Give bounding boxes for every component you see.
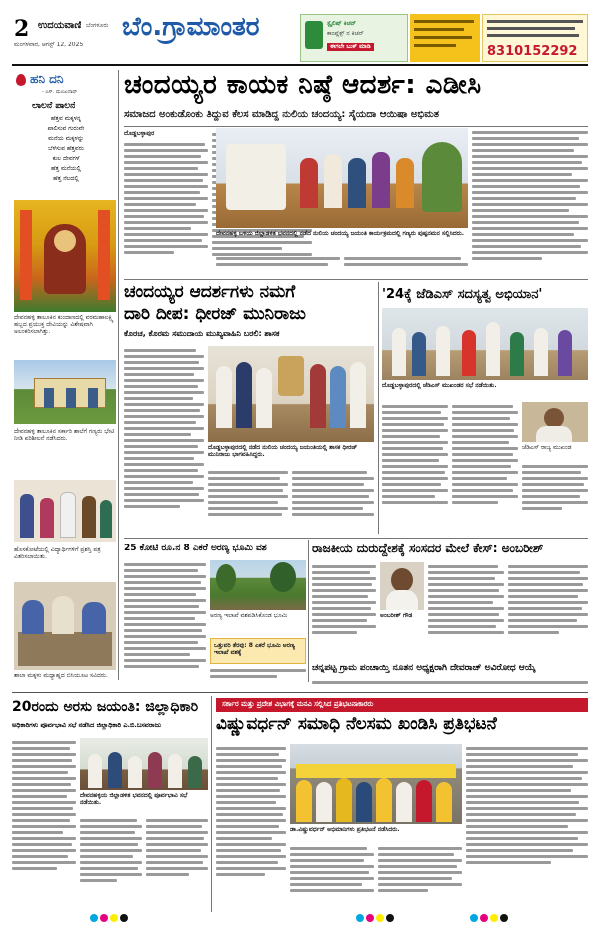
column-brand: ಹನಿ ದನಿ [30,73,64,85]
caption-children: ಶಾಲಾ ಮಕ್ಕಳು ಮಧ್ಯಾಹ್ನದ ಬಿಸಿಯೂಟ ಸವಿದರು. [14,672,108,679]
lower-section-rule [12,692,588,693]
bottom-main-body-col3 [378,844,462,910]
main-body-col5 [472,128,588,278]
poem-lines [18,116,114,186]
registration-mark [366,914,374,922]
main-body-col4 [344,254,468,276]
poem-line: ಹೆತ್ತ ನೆಲದಲ್ಲಿ [53,176,79,182]
registration-mark [110,914,118,922]
advertisement-yellow [410,14,480,62]
main-story-bottom-rule [124,279,588,280]
masthead-rule [12,64,588,66]
story4-highlight-box [210,638,306,664]
photo-deity [14,200,116,312]
story5-body-col3 [508,562,588,662]
main-headline: ಚಂದಯ್ಯರ ಕಾಯಕ ನಿಷ್ಠೆ ಆದರ್ಶ: ಎಡೀಸಿ [124,72,482,100]
story6-headline: ಚನ್ನಪಟ್ಟ ಗ್ರಾಮ ಪಂಚಾಯ್ತಿ ನೂತನ ಅಧ್ಯಕ್ಷರಾಗಿ ದೇವರಾಜ್ ಅವಿರೋಧ ಆಯ್ಕೆ [312,664,536,673]
story2-headline-line1: ಚಂದಯ್ಯರ ಆದರ್ಶಗಳು ನಮಗೆ [124,284,296,302]
story3-body-col3 [522,462,588,534]
registration-mark [470,914,478,922]
story2-body-col2 [208,468,288,538]
bottom-main-body-col2 [290,844,374,910]
ad-kitchen-text: ಸ್ಟೈಲಿಷ್ ಕಿಚನ್ [327,21,356,27]
story2-divider [378,282,379,534]
story3-body-col1 [382,402,448,534]
poem-line: ಕುಲ ದೇವಗಳೆ [52,156,80,162]
brand-drop-icon [16,74,26,86]
story6-body [312,678,588,690]
masthead [0,0,600,68]
photo-ambareesh [380,562,424,610]
registration-mark [120,914,128,922]
column-hani-dani [12,68,116,208]
bottom-left-caption: ದೇವನಹಳ್ಳಿಯ ಜಿಲ್ಲಾಡಳಿತ ಭವನದಲ್ಲಿ ಪೂರ್ವಭಾವಿ ಸಭೆ ನಡೆಯಿತು. [80,792,188,806]
bottom-left-subhead: ಅಧಿಕಾರಿಗಳು ಪೂರ್ವಭಾವಿ ಸಭೆ ನಡೆಸಿದ ಜಿಲ್ಲಾಧಿಕಾರಿ ಎ.ಬಿ.ಬಸವರಾಜು [12,722,162,729]
main-dateline: ದೊಡ್ಡಬಳ್ಳಾಪುರ [124,130,155,137]
bottom-divider [211,696,212,912]
registration-mark [480,914,488,922]
photo-forest-land [210,560,306,610]
registration-mark [500,914,508,922]
registration-mark [386,914,394,922]
main-body-col3 [216,254,340,276]
ad-kitchen-sub: ಕಾಂಪ್ಲೆಕ್ಸ್ ನ ಕಿಚನ್ [327,31,364,37]
edition-label: ಬೆಂಗಳೂರು [86,23,109,29]
story3-caption: ದೊಡ್ಡಬಳ್ಳಾಪುರದಲ್ಲಿ ಜೆಡಿಎಸ್ ಮುಖಂಡರ ಸಭೆ ನಡೆಯಿತು. [382,382,497,389]
column-author: - ಎಸ್. ಮಂಜುನಾಥ್ [42,90,78,95]
story4-highlight-text: ಒತ್ತುವರಿ ತೆರವು: 8 ಎಕರೆ ಭೂಮಿ ಅರಣ್ಯ ಇಲಾಖೆ ವಶಕ್ಕೆ [214,642,295,656]
mid-rule [124,538,588,539]
bottom-main-body-col1 [216,744,286,910]
poem-line: ಹೆತ್ತ ಮನೆಯಲ್ಲಿ [50,166,82,172]
caption-award: ಹೊಸಕೋಟೆಯಲ್ಲಿ ವಿದ್ಯಾರ್ಥಿಗಳಿಗೆ ಪ್ರಶಸ್ತಿ ಪತ್ರ ವಿತರಿಸಲಾಯಿತು. [14,546,101,560]
bottom-main-caption: ಡಾ.ವಿಷ್ಣುವರ್ಧನ್ ಅಭಿಮಾನಿಗಳು ಪ್ರತಿಭಟನೆ ನಡೆಸಿದರು. [290,826,400,833]
registration-mark [356,914,364,922]
story3-inset-caption: ಜೆಡಿಎಸ್ ರಾಜ್ಯ ಮುಖಂಡ [522,444,572,451]
story5-body-col2 [428,562,504,662]
main-body-col1 [124,140,208,272]
story2-subhead: ಕೊರಚ, ಕೊರಮ ಸಮುದಾಯ ಮುಖ್ಯವಾಹಿನಿ ಬರಲಿ: ಶಾಸಕ [124,330,280,338]
story3-body-col2 [452,402,518,534]
section-title: ಬೆಂ.ಗ್ರಾಮಾಂತರ [122,14,260,42]
bottom-main-headline: ವಿಷ್ಣುವರ್ಧನ್ ಸಮಾಧಿ ನೆಲಸಮ ಖಂಡಿಸಿ ಪ್ರತಿಭಟನೆ [216,716,497,734]
story5-headline: ರಾಜಕೀಯ ದುರುದ್ದೇಶಕ್ಕೆ ಸಂಸದರ ಮೇಲೆ ಕೇಸ್: ಅಂಬರೀಶ್ [312,542,544,555]
story2-headline-line2: ದಾರಿ ದೀಪ: ಧೀರಜ್ ಮುನಿರಾಜು [124,306,306,324]
story4-divider [308,540,309,682]
advertisement-kitchen [300,14,408,62]
photo-story3-inset [522,402,588,442]
photo-award [14,480,116,542]
photo-protest [290,744,462,824]
poem-title: ಲಾಲನೆ ಪಾಲನೆ [32,102,76,111]
registration-mark [376,914,384,922]
photo-story2 [208,346,374,442]
story5-body-col1 [312,562,376,662]
ad-book-text: ಈಗಲೇ ಬುಕ್ ಮಾಡಿ [327,43,374,51]
story4-caption: ಅರಣ್ಯ ಇಲಾಖೆ ವಶಪಡಿಸಿಕೊಂಡ ಭೂಮಿ [210,612,288,619]
poem-line: ಬೆಳೆಸುವ ಹೆತ್ತವರು [48,146,84,152]
story2-body-col3 [292,468,374,538]
photo-meeting [80,738,208,790]
issue-date: ಮಂಗಳವಾರ, ಆಗಸ್ಟ್ 12, 2025 [14,42,84,48]
paper-name: ಉದಯವಾಣಿ [38,21,82,31]
main-caption: ದೇವನಹಳ್ಳಿ ಬಳಿಯ ಜಿಲ್ಲಾಡಳಿತ ಭವನದಲ್ಲಿ ನಡೆದ ನುಲಿಯ ಚಂದಯ್ಯ ಜಯಂತಿ ಕಾರ್ಯಕ್ರಮದಲ್ಲಿ ಗಣ್ಯರು ಪುಷ್ಪನಮನ ಸಲ್ಲಿಸಿದರು. [216,230,465,237]
poem-line: ಹೆತ್ತವ ಮಕ್ಕಳನ್ನ [50,116,82,122]
story2-body-col1 [124,346,204,536]
bottom-left-body-col2 [80,816,142,910]
photo-story3 [382,308,588,380]
main-subhead: ಸಮಾಜದ ಅಂಕುಡೊಂಕು ತಿದ್ದುವ ಕೆಲಸ ಮಾಡಿದ್ದ ನುಲಿಯ ಚಂದಯ್ಯ: ಸೈಯದಾ ಆಯಿಷಾ ಅಭಿಮತ [124,110,440,120]
caption-school: ದೇವನಹಳ್ಳಿ ತಾಲೂಕಿನ ಸರ್ಕಾರಿ ಶಾಲೆಗೆ ಗಣ್ಯರು ಭೇಟಿ ನೀಡಿ ಪರಿಶೀಲನೆ ನಡೆಸಿದರು. [14,428,115,442]
photo-main-event [216,128,468,228]
ad-phone-icon [305,21,323,49]
bottom-left-body-col1 [12,738,76,910]
registration-mark [90,914,98,922]
bottom-left-headline: 20ರಂದು ಅರಸು ಜಯಂತಿ: ಜಿಲ್ಲಾಧಿಕಾರಿ [12,700,199,715]
story4-body-col1 [124,560,206,682]
column-divider [118,70,119,680]
story3-headline: '24ಕ್ಕೆ ಜೆಡಿಎಸ್ ಸದಸ್ಯತ್ವ ಅಭಿಯಾನ' [382,288,543,302]
registration-mark [490,914,498,922]
story2-caption: ದೊಡ್ಡಬಳ್ಳಾಪುರದಲ್ಲಿ ನಡೆದ ನುಲಿಯ ಚಂದಯ್ಯ ಜಯಂತಿಯಲ್ಲಿ ಶಾಸಕ ಧೀರಜ್ ಮುನಿರಾಜು ಭಾಗವಹಿಸಿದ್ದರು. [208,444,358,458]
story4-body-col2 [210,666,306,682]
page-number: 2 [14,18,30,40]
story4-headline: 25 ಕೋಟಿ ರೂ.ನ 8 ಎಕರೆ ಅರಣ್ಯ ಭೂಮಿ ವಶ [124,544,267,553]
bottom-left-body-col3 [146,816,208,910]
bottom-kicker-bar [216,698,588,712]
subhead-rule [124,126,588,127]
photo-school [14,360,116,424]
ad-phone-number: 8310152292 [487,45,578,58]
photo-children [14,582,116,670]
caption-deity: ದೇವನಹಳ್ಳಿ ತಾಲೂಕಿನ ಕುಂದಾಣದಲ್ಲಿ ವರಮಹಾಲಕ್ಷ್ಮಿ ಹಬ್ಬದ ಪ್ರಯುಕ್ತ ದೇವಿಯನ್ನು ವಿಶೇಷವಾಗಿ ಅಲಂಕರಿಸಲಾಗಿತ್ತು. [14,314,114,335]
registration-mark [100,914,108,922]
bottom-kicker: ಸರ್ಕಾರ ಮತ್ತು ಪ್ರದೇಶ ವಿಭಾಗಕ್ಕೆ ಮನವಿ ಸಲ್ಲಿಸಿದ ಪ್ರತಿಭಟನಾಕಾರರು [222,701,374,708]
story5-portrait-caption: ಅಂಬರೀಶ್ ಗೌಡ [380,612,413,619]
poem-line: ಮನೆಯ ಮಕ್ಕಳನ್ನು [48,136,84,142]
bottom-main-body-col4 [466,744,588,910]
poem-line: ಪಾಲಿಸುವ ಗುರುವೇ [47,126,85,132]
advertisement-contact [482,14,588,62]
